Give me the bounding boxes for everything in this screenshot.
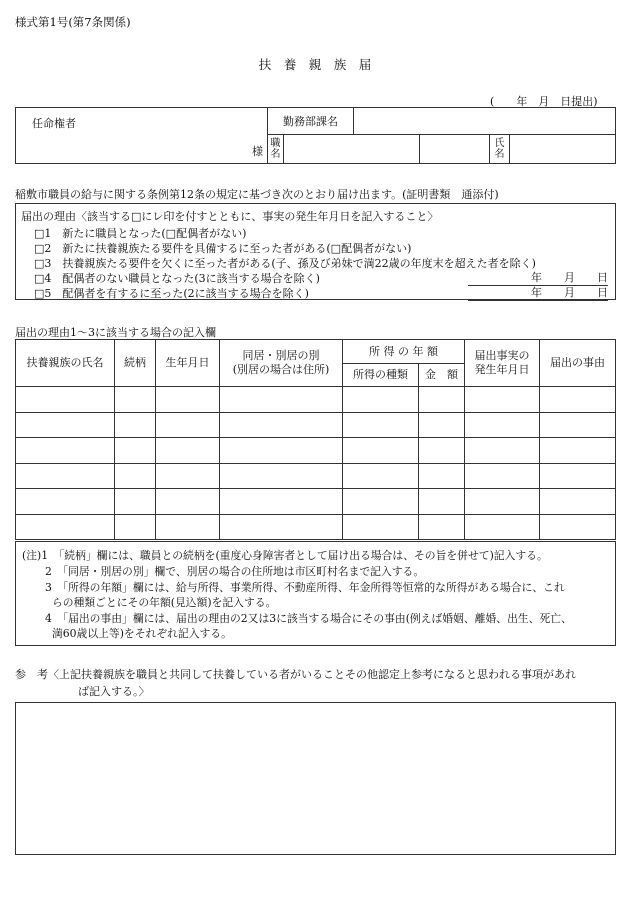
appointer-label: 任命権者 [32,117,76,130]
remarks-line-1: 参 考〈上記扶養親族を職員と共同して扶養している者がいることその他認定上参考になると思われる事項があれ [15,668,576,681]
table-cell[interactable] [156,514,220,540]
note-4-cont: 満60歳以上等)をそれぞれ記入する。 [52,627,232,640]
table-cell[interactable] [115,514,156,540]
note-4: 4 「届出の事由」欄には、届出の理由の2又は3に該当する場合にその事由(例えば婚姻、離婚、出生、死亡、 [45,612,572,625]
table-cell[interactable] [419,438,465,464]
table-cell[interactable] [16,438,115,464]
table-cell[interactable] [465,463,540,489]
reason-option-1[interactable]: □1 新たに職員となった(□配偶者がない) [34,227,247,240]
table-cell[interactable] [419,489,465,515]
section-title: 届出の理由1～3に該当する場合の記入欄 [15,326,216,339]
table-cell[interactable] [156,463,220,489]
col-relation: 続柄 [115,340,156,387]
table-cell[interactable] [220,463,343,489]
table-cell[interactable] [465,438,540,464]
table-cell[interactable] [465,514,540,540]
table-cell[interactable] [16,514,115,540]
reason-option-5[interactable]: □5 配偶者を有するに至った(2に該当する場合を除く) [34,287,309,300]
form-number: 様式第1号(第7条関係) [15,15,131,29]
table-cell[interactable] [343,463,419,489]
table-cell[interactable] [156,489,220,515]
table-cell[interactable] [343,514,419,540]
table-cell[interactable] [465,412,540,438]
remarks-line-2: ば記入する。〉 [78,685,150,698]
col-name: 扶養親族の氏名 [16,340,115,387]
table-cell[interactable] [220,387,343,413]
col-income-amount: 金 額 [419,364,465,387]
table-cell[interactable] [115,412,156,438]
table-cell[interactable] [343,489,419,515]
header-table [15,107,616,164]
department-label-cell [268,108,354,135]
table-cell[interactable] [156,387,220,413]
col-event-date-2: 発生年月日 [474,363,530,376]
honorific: 様 [252,145,263,158]
notes-box [15,541,616,646]
table-cell[interactable] [540,387,616,413]
table-cell[interactable] [16,412,115,438]
appointer-cell[interactable] [16,108,268,164]
table-cell[interactable] [16,463,115,489]
col-income: 所 得 の 年 額 [343,340,465,364]
reason-option-4[interactable]: □4 配偶者のない職員となった(3に該当する場合を除く) [34,272,320,285]
reason-date-4[interactable]: 年 月 日 [468,269,608,286]
table-cell[interactable] [343,412,419,438]
table-cell[interactable] [115,387,156,413]
table-row [16,412,616,438]
table-cell[interactable] [220,489,343,515]
reason-heading: 届出の理由〈該当する□にレ印を付すとともに、事実の発生年月日を記入すること〉 [21,210,439,223]
position-input[interactable] [284,135,420,164]
table-cell[interactable] [343,387,419,413]
table-cell[interactable] [16,489,115,515]
position-label: 職名 [270,137,281,160]
table-cell[interactable] [419,463,465,489]
position-label-cell [268,135,284,164]
table-cell[interactable] [115,438,156,464]
page-title: 扶 養 親 族 届 [258,57,372,72]
department-label: 勤務部課名 [283,115,338,128]
note-3: 3 「所得の年額」欄には、給与所得、事業所得、不動産所得、年金所得等恒常的な所得がある場合に、これ [45,581,565,594]
reason-date-5[interactable]: 年 月 日 [468,284,608,301]
table-row [16,438,616,464]
note-2: 2 「同居・別居の別」欄で、別居の場合の住所地は市区町村名まで記入する。 [45,565,425,578]
table-cell[interactable] [419,514,465,540]
table-cell[interactable] [343,438,419,464]
table-cell[interactable] [419,412,465,438]
table-cell[interactable] [156,438,220,464]
col-residence-sub: (別居の場合は住所) [232,363,330,376]
table-row [16,463,616,489]
table-cell[interactable] [220,438,343,464]
table-cell[interactable] [156,412,220,438]
table-cell[interactable] [465,387,540,413]
col-income-type: 所得の種類 [343,364,419,387]
dependents-table [15,339,616,540]
table-row [16,514,616,540]
note-3-cont: らの種類ごとにその年額(見込額)を記入する。 [52,596,277,609]
name-input[interactable] [510,135,616,164]
intro-text: 稲敷市職員の給与に関する条例第12条の規定に基づき次のとおり届け出ます。(証明書類 通添付) [15,188,499,201]
table-cell[interactable] [16,387,115,413]
table-cell[interactable] [115,489,156,515]
reason-box [15,203,616,300]
table-cell[interactable] [540,412,616,438]
remarks-input[interactable] [15,702,616,855]
table-row [16,387,616,413]
col-reason: 届出の事由 [540,340,616,387]
name-label: 氏名 [494,137,505,160]
table-row [16,489,616,515]
reason-option-2[interactable]: □2 新たに扶養親族たる要件を具備するに至った者がある(□配偶者がない) [34,242,412,255]
note-1: (注)1 「続柄」欄には、職員との続柄を(重度心身障害者として届け出る場合は、その旨を併せて)記入する。 [22,549,548,562]
col-residence-title: 同居・別居の別 [242,349,320,363]
submission-date[interactable]: ( 年 月 日提出) [490,95,598,108]
table-cell[interactable] [540,438,616,464]
table-cell[interactable] [540,514,616,540]
table-cell[interactable] [465,489,540,515]
name-label-cell [490,135,510,164]
col-birth: 生年月日 [156,340,220,387]
reason-option-3[interactable]: □3 扶養親族たる要件を欠くに至った者がある(子、孫及び弟妹で満22歳の年度末を超えた者を除く) [34,257,536,270]
department-input[interactable] [354,108,616,135]
col-event-date-1: 届出事実の [474,349,530,363]
table-cell[interactable] [540,463,616,489]
col-event-date [465,340,540,387]
col-residence [220,340,343,387]
table-cell[interactable] [540,489,616,515]
table-cell[interactable] [220,412,343,438]
name-spacer [420,135,490,164]
table-cell[interactable] [220,514,343,540]
table-cell[interactable] [115,463,156,489]
table-cell[interactable] [419,387,465,413]
